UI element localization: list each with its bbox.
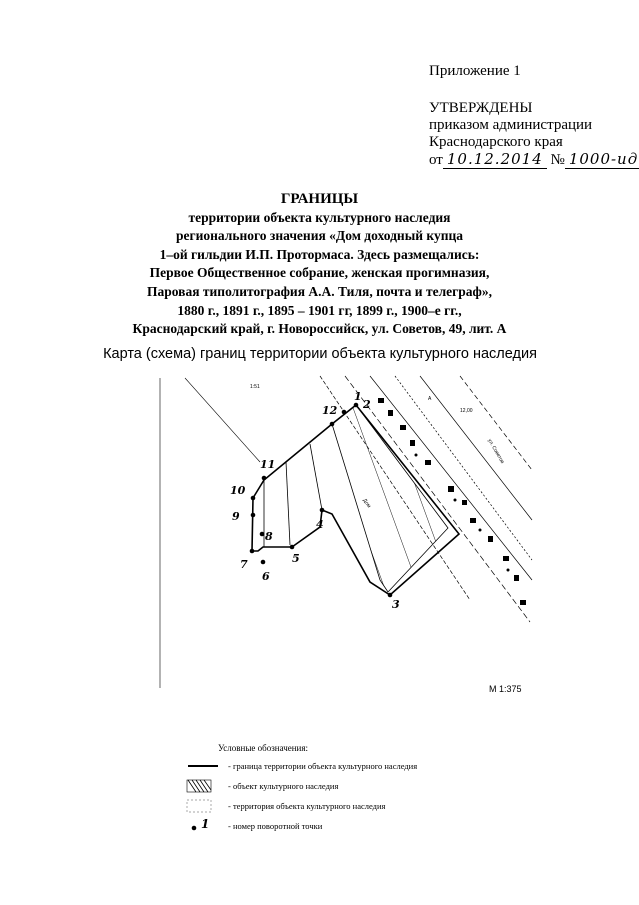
title-line-2: регионального значения «Дом доходный купца xyxy=(175,228,464,244)
turning-point-2 xyxy=(342,410,347,415)
point-label-4: 4 xyxy=(316,518,324,531)
cadastral-line xyxy=(185,378,260,462)
point-label-11: 11 xyxy=(260,458,276,471)
turning-point-4 xyxy=(320,508,325,513)
approval-line-1: приказом администрации xyxy=(429,117,593,133)
legend-item-heritage-object xyxy=(186,779,338,793)
turning-point-11 xyxy=(262,476,267,481)
legend-title: Условные обозначения: xyxy=(218,743,309,753)
point-label-12: 12 xyxy=(322,404,338,417)
turning-point-12 xyxy=(330,422,335,427)
point-label-9: 9 xyxy=(232,510,240,523)
map-annotation-dom: Дом xyxy=(361,497,372,510)
title-line-5: Паровая типолитография А.А. Тиля, почта и телеграф», xyxy=(146,283,492,299)
legend-item-label: - номер поворотной точки xyxy=(228,821,323,831)
map-caption: Карта (схема) границ территории объекта культурного наследия xyxy=(103,346,537,362)
hatched-box-icon xyxy=(186,779,220,793)
title-line-6: 1880 г., 1891 г., 1895 – 1901 гг, 1899 г., 1900–е гг., xyxy=(177,302,462,318)
legend-item-territory xyxy=(186,799,385,813)
point-label-6: 6 xyxy=(262,570,270,583)
map-scale: М 1:375 xyxy=(489,684,522,694)
date-value: 10.12.2014 xyxy=(443,150,547,169)
point-marker-icon xyxy=(186,819,220,833)
approval-date-line xyxy=(429,151,639,169)
point-label-3: 3 xyxy=(392,598,400,611)
approval-line-2: Краснодарского края xyxy=(429,134,563,150)
turning-point-3 xyxy=(388,593,393,598)
map-annotation-a: А xyxy=(428,396,432,402)
turning-point-7 xyxy=(250,549,255,554)
point-label-10: 10 xyxy=(230,484,246,497)
turning-point-1 xyxy=(354,403,359,408)
point-label-2: 2 xyxy=(363,398,371,411)
title-line-7: Краснодарский край, г. Новороссийск, ул. Советов, 49, лит. А xyxy=(132,321,507,337)
turning-point-5 xyxy=(290,545,295,550)
number-value: 1000-ид xyxy=(565,150,639,169)
number-prefix: № xyxy=(550,152,565,168)
turning-point-10 xyxy=(251,496,256,501)
date-prefix: от xyxy=(429,152,443,168)
turning-point-8 xyxy=(260,532,265,537)
boundary-map xyxy=(0,368,639,688)
title-line-4: Первое Общественное собрание, женская прогимназия, xyxy=(149,265,490,281)
title-line-1: территории объекта культурного наследия xyxy=(188,209,451,225)
point-label-5: 5 xyxy=(292,552,300,565)
point-label-1: 1 xyxy=(354,390,362,403)
title-line-3: 1–ой гильдии И.П. Протормаса. Здесь размещались: xyxy=(159,246,480,262)
title-block xyxy=(0,190,639,339)
legend-item-boundary xyxy=(186,759,417,773)
solid-line-icon xyxy=(186,759,220,773)
legend-item-turning-point xyxy=(186,819,322,833)
dashed-box-icon xyxy=(186,799,220,813)
turning-point-6 xyxy=(261,560,266,565)
legend-item-label: - граница территории объекта культурного наследия xyxy=(228,761,418,771)
turning-point-9 xyxy=(251,513,256,518)
map-annotation-number: 12,00 xyxy=(460,408,473,414)
point-label-8: 8 xyxy=(265,530,273,543)
point-label-7: 7 xyxy=(240,558,248,571)
title-heading: ГРАНИЦЫ xyxy=(280,191,359,207)
approved-label: УТВЕРЖДЕНЫ xyxy=(429,100,533,116)
map-annotation-street: ул. Советов xyxy=(486,438,506,465)
legend-item-label: - территория объекта культурного наследия xyxy=(228,801,386,811)
approval-block xyxy=(429,63,639,169)
legend-item-label: - объект культурного наследия xyxy=(228,781,339,791)
legend-marker-number: 1 xyxy=(201,817,210,831)
appendix-label: Приложение 1 xyxy=(429,63,521,79)
map-annotation-ratio: 1:51 xyxy=(250,384,260,390)
